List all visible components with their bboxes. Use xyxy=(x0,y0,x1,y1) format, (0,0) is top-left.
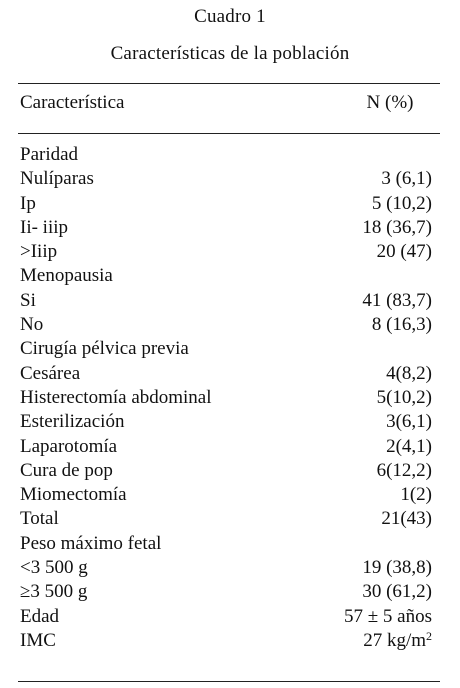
row-label: Esterilización xyxy=(20,411,125,433)
table-row xyxy=(18,459,440,483)
table-row xyxy=(18,264,440,288)
row-value: 30 (61,2) xyxy=(362,581,432,603)
row-label: No xyxy=(20,314,44,336)
row-label: IMC xyxy=(20,629,56,651)
table-header xyxy=(18,92,440,118)
header-n-percent: N (%) xyxy=(366,92,414,113)
table-row xyxy=(18,507,440,531)
row-label: Menopausia xyxy=(20,265,113,287)
row-label: Cesárea xyxy=(20,362,81,384)
table-row xyxy=(18,556,440,580)
table-row xyxy=(18,410,440,434)
row-label: Nulíparas xyxy=(20,168,94,190)
table-row xyxy=(18,143,440,167)
table-row xyxy=(18,386,440,410)
row-label: Ip xyxy=(20,192,36,214)
row-value: 41 (83,7) xyxy=(362,289,432,311)
row-value: 19 (38,8) xyxy=(362,557,432,579)
row-label: ≥3 500 g xyxy=(20,581,88,603)
row-value: 3(6,1) xyxy=(386,411,432,433)
row-value: 8 (16,3) xyxy=(371,314,432,336)
table-row xyxy=(18,435,440,459)
row-label: Total xyxy=(20,508,59,530)
row-label: Paridad xyxy=(20,144,79,165)
row-label: Edad xyxy=(20,605,60,627)
table-row xyxy=(18,483,440,507)
table-body xyxy=(18,143,440,653)
row-value: 2(4,1) xyxy=(386,435,432,457)
row-value: 21(43) xyxy=(381,508,432,530)
row-value: 20 (47) xyxy=(376,241,432,263)
row-label: Peso máximo fetal xyxy=(20,532,162,554)
row-label: >Iiip xyxy=(20,241,58,263)
row-label: Si xyxy=(20,289,36,311)
row-value: 18 (36,7) xyxy=(362,216,432,238)
table-caption-number: Cuadro 1 xyxy=(194,6,266,27)
bottom-rule xyxy=(18,681,440,682)
table-caption-title: Características de la población xyxy=(110,43,350,64)
table-row xyxy=(18,192,440,216)
row-label: Cirugía pélvica previa xyxy=(20,338,189,360)
table-row xyxy=(18,580,440,604)
row-value xyxy=(363,629,432,653)
table-row xyxy=(18,313,440,337)
top-rule xyxy=(18,83,440,84)
row-label: Ii- iiip xyxy=(20,216,69,238)
table-row xyxy=(18,362,440,386)
table-row xyxy=(18,167,440,191)
table-row xyxy=(18,629,440,653)
table-row xyxy=(18,532,440,556)
table-row xyxy=(18,289,440,313)
row-label: Cura de pop xyxy=(20,459,113,481)
table-row xyxy=(18,337,440,361)
row-value-main: 27 kg/m xyxy=(363,629,426,651)
row-value: 5 (10,2) xyxy=(371,192,432,214)
row-label: Laparotomía xyxy=(20,435,118,457)
row-label: <3 500 g xyxy=(20,557,88,579)
row-label: Histerectomía abdominal xyxy=(20,386,212,408)
row-value: 4(8,2) xyxy=(386,362,432,384)
table-row xyxy=(18,240,440,264)
row-value: 3 (6,1) xyxy=(381,168,432,190)
row-value: 57 ± 5 años xyxy=(343,605,432,627)
row-value: 6(12,2) xyxy=(376,459,432,481)
table-row xyxy=(18,605,440,629)
header-rule xyxy=(18,133,440,134)
row-value: 5(10,2) xyxy=(376,386,432,408)
table-row xyxy=(18,216,440,240)
row-value: 1(2) xyxy=(400,484,432,506)
row-value-superscript: 2 xyxy=(426,628,432,643)
row-label: Miomectomía xyxy=(20,484,127,506)
header-characteristic: Característica xyxy=(20,92,125,113)
